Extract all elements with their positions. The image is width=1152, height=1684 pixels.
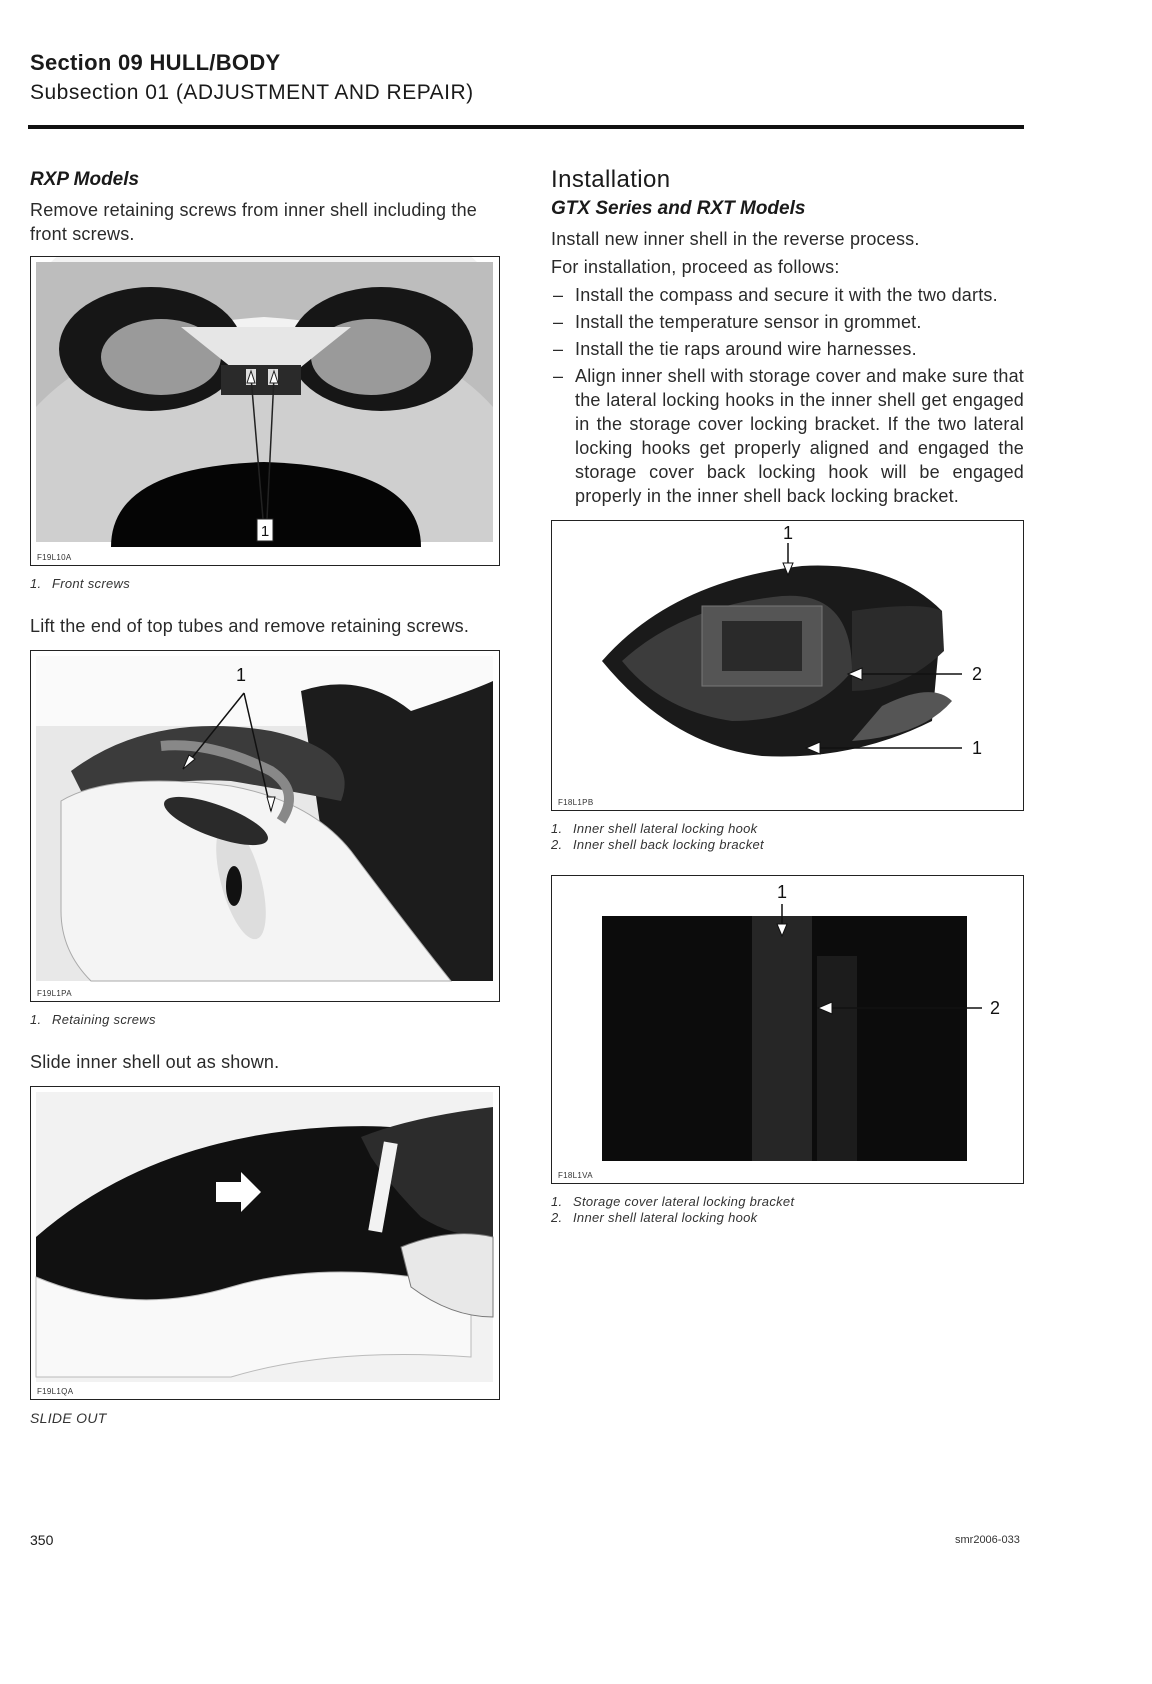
fig4-caption-item	[551, 837, 1024, 853]
step-compass: – Install the compass and secure it with the two darts.	[551, 283, 1024, 307]
remove-screws-paragraph: Remove retaining screws from inner shell including the front screws.	[30, 200, 478, 244]
fig3-code: F19L1QA	[37, 1387, 74, 1396]
figure-inner-shell-hooks	[551, 520, 1024, 811]
inner-shell-hooks-photo	[552, 521, 1022, 809]
subsection-title: Subsection 01 (ADJUSTMENT AND REPAIR)	[30, 81, 474, 104]
fig5-caption-item	[551, 1194, 1024, 1210]
fig1-caption-text: Front screws	[52, 576, 131, 591]
left-column	[30, 168, 505, 1426]
fig5-caption-item	[551, 1210, 1024, 1226]
fig5-code: F18L1VA	[558, 1171, 593, 1180]
rxp-models-heading: RXP Models	[30, 169, 140, 190]
figure-storage-cover-bracket	[551, 875, 1024, 1184]
slide-out-photo	[31, 1087, 498, 1398]
fig4-caption-text: Inner shell lateral locking hook	[573, 821, 758, 836]
step-align-inner-shell: – Align inner shell with storage cover and make sure that the lateral locking hooks in the inner shell get engaged in the storage cover locking bracket. If the two lateral locking hooks get properly aligned and engaged the storage cover back locking hook will be engaged properly in the inner shell back locking bracket.	[551, 364, 1024, 508]
fig3-caption: SLIDE OUT	[30, 1410, 107, 1426]
slide-shell-paragraph: Slide inner shell out as shown.	[30, 1052, 280, 1072]
step-temperature-sensor: – Install the temperature sensor in grommet.	[551, 310, 1024, 334]
fig1-caption	[30, 576, 505, 592]
document-code: smr2006-033	[955, 1534, 1020, 1546]
fig4-code: F18L1PB	[558, 798, 594, 807]
header-divider	[28, 125, 1024, 129]
section-title: Section 09 HULL/BODY	[30, 50, 281, 75]
fig5-caption-num: 1.	[551, 1194, 563, 1209]
fig2-caption	[30, 1012, 505, 1028]
fig5-caption	[551, 1194, 1024, 1226]
figure-retaining-screws	[30, 650, 500, 1002]
retaining-screws-photo	[31, 651, 498, 1000]
fig5-caption-text: Inner shell lateral locking hook	[573, 1210, 758, 1225]
fig5-callout-2: 2	[990, 998, 1001, 1018]
fig2-code: F19L1PA	[37, 989, 72, 998]
installation-steps	[551, 283, 1024, 508]
fig1-caption-num: 1.	[30, 576, 42, 591]
figure-front-screws	[30, 256, 500, 566]
storage-cover-bracket-photo	[552, 876, 1022, 1182]
page-number: 350	[30, 1532, 54, 1548]
fig4-caption-num: 2.	[551, 837, 563, 852]
fig4-caption-text: Inner shell back locking bracket	[573, 837, 764, 852]
step-tie-raps: – Install the tie raps around wire harnesses.	[551, 337, 1024, 361]
proceed-paragraph: For installation, proceed as follows:	[551, 257, 840, 277]
fig4-caption	[551, 821, 1024, 853]
right-column	[551, 165, 1024, 1226]
fig1-callout-1: 1	[260, 523, 270, 540]
fig4-caption-item	[551, 821, 1024, 837]
lift-tubes-paragraph: Lift the end of top tubes and remove retaining screws.	[30, 616, 470, 636]
fig5-callout-1: 1	[776, 882, 788, 902]
fig5-caption-text: Storage cover lateral locking bracket	[573, 1194, 795, 1209]
gtx-rxt-models-heading: GTX Series and RXT Models	[551, 198, 806, 219]
figure-slide-out	[30, 1086, 500, 1400]
front-screws-photo	[31, 257, 498, 564]
fig2-callout-1: 1	[235, 665, 247, 685]
fig2-caption-num: 1.	[30, 1012, 42, 1027]
installation-heading: Installation	[551, 166, 671, 193]
fig4-callout-1-bottom: 1	[972, 738, 983, 758]
fig5-caption-num: 2.	[551, 1210, 563, 1225]
fig2-caption-text: Retaining screws	[52, 1012, 156, 1027]
fig4-callout-1-top: 1	[782, 523, 794, 543]
fig1-code: F19L10A	[37, 553, 72, 562]
fig4-caption-num: 1.	[551, 821, 563, 836]
install-reverse-paragraph: Install new inner shell in the reverse process.	[551, 229, 920, 249]
fig4-callout-2: 2	[972, 664, 983, 684]
